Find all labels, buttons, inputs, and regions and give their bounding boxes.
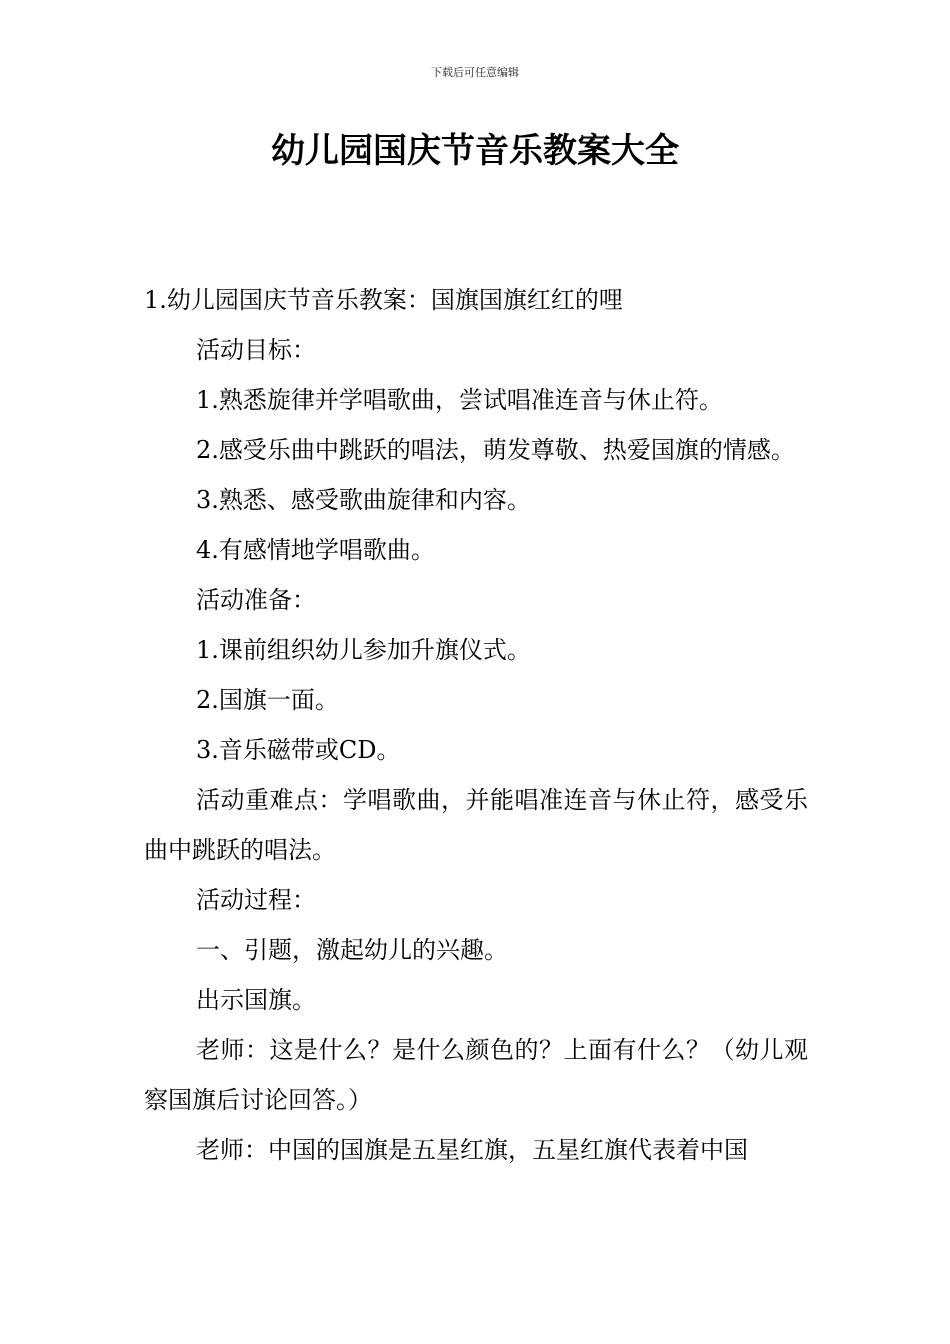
paragraph: 老师：这是什么？是什么颜色的？上面有什么？（幼儿观察国旗后讨论回答。） (144, 1036, 808, 1114)
paragraph: 活动重难点：学唱歌曲，并能唱准连音与休止符，感受乐曲中跳跃的唱法。 (144, 786, 808, 864)
paragraph: 活动过程： (196, 886, 316, 914)
paragraph: 一、引题，激起幼儿的兴趣。 (196, 936, 508, 964)
document-title: 幼儿园国庆节音乐教案大全 (271, 131, 679, 171)
paragraph: 老师：中国的国旗是五星红旗，五星红旗代表着中国 (196, 1136, 748, 1164)
section-heading: 1.幼儿园国庆节音乐教案：国旗国旗红红的哩 (144, 286, 623, 314)
paragraph: 2.感受乐曲中跳跃的唱法，萌发尊敬、热爱国旗的情感。 (196, 436, 795, 464)
paragraph: 4.有感情地学唱歌曲。 (196, 536, 435, 564)
paragraph: 出示国旗。 (196, 986, 316, 1014)
paragraph: 1.熟悉旋律并学唱歌曲，尝试唱准连音与休止符。 (196, 386, 723, 414)
paragraph: 活动准备： (196, 586, 316, 614)
paragraph: 3.音乐磁带或CD。 (196, 736, 401, 764)
paragraph: 3.熟悉、感受歌曲旋律和内容。 (196, 486, 531, 514)
document-body (144, 275, 808, 1175)
paragraph: 2.国旗一面。 (196, 686, 339, 714)
paragraph: 活动目标： (196, 336, 316, 364)
paragraph: 1.课前组织幼儿参加升旗仪式。 (196, 636, 531, 664)
header-note: 下载后可任意编辑 (431, 66, 519, 79)
